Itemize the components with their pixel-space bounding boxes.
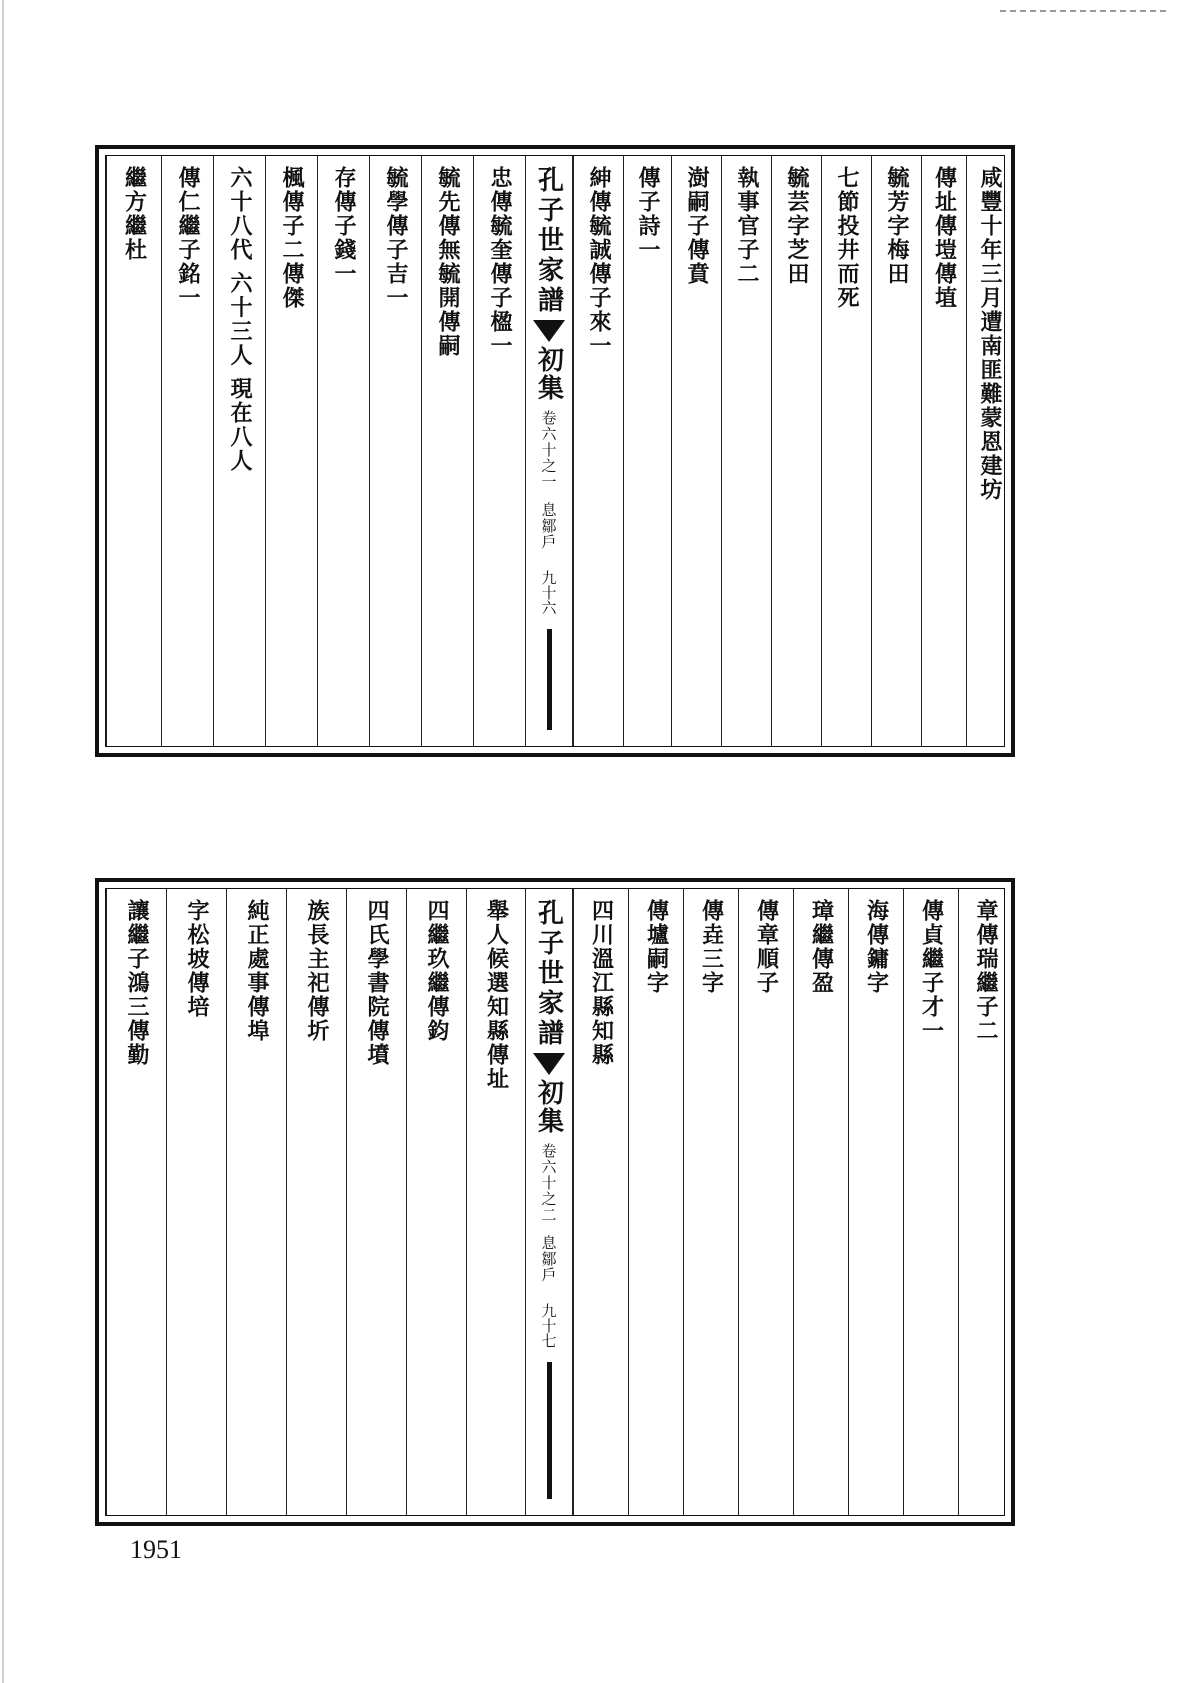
top-panel <box>95 145 1015 757</box>
top-spine-leaf: 九十六 <box>539 570 558 615</box>
top-right-col-5 <box>771 156 821 746</box>
top-panel-inner <box>105 155 1005 747</box>
top-spine-title: 孔子世家譜 <box>533 166 564 316</box>
top-right-col-1 <box>966 156 1012 746</box>
top-spine <box>525 156 573 746</box>
genealogy-entry-text: 毓芸字芝田 <box>784 166 811 286</box>
genealogy-entry-text: 章傳瑞繼子二 <box>973 899 1000 1043</box>
genealogy-entry-text: 毓芳字梅田 <box>884 166 911 286</box>
genealogy-entry-text: 字松坡傳培 <box>184 899 211 1019</box>
genealogy-entry-text: 傳址傳塏傳埴 <box>931 166 958 310</box>
genealogy-entry-text: 七節投井而死 <box>834 166 861 310</box>
top-right-col-8 <box>623 156 671 746</box>
top-spine-volume: 卷六十之一 <box>539 410 558 490</box>
genealogy-entry-text: 紳傳毓誠傳子來一 <box>586 166 613 358</box>
genealogy-entry-text: 毓先傳無毓開傳嗣 <box>435 166 462 358</box>
spine-bar <box>547 629 552 730</box>
genealogy-entry-text: 璋繼傳盈 <box>808 899 835 995</box>
bottom-panel-inner <box>105 888 1005 1516</box>
top-left-col-6 <box>213 156 265 746</box>
genealogy-entry-text: 存傳子錢一 <box>331 166 358 286</box>
genealogy-entry-text: 執事官子二 <box>734 166 761 286</box>
top-left-col-4 <box>317 156 369 746</box>
genealogy-entry-text: 四川溫江縣知縣 <box>588 899 615 1067</box>
bottom-spine <box>525 889 573 1515</box>
top-right-col-9 <box>573 156 623 746</box>
bottom-left-col-7 <box>106 889 166 1515</box>
bottom-right-col-8 <box>573 889 628 1515</box>
bottom-right-col-2 <box>903 889 958 1515</box>
top-right-col-4 <box>821 156 871 746</box>
spine-bar <box>547 1362 552 1499</box>
top-left-col-5 <box>265 156 317 746</box>
genealogy-entry-text: 傳子詩一 <box>635 166 662 262</box>
scan-left-edge <box>2 0 4 1683</box>
genealogy-entry-text: 繼方繼杜 <box>121 166 148 262</box>
bottom-left-col-5 <box>226 889 286 1515</box>
bottom-right-col-3 <box>848 889 903 1515</box>
genealogy-entry-text: 忠傳毓奎傳子楹一 <box>487 166 514 358</box>
genealogy-entry-text: 傳垚三字 <box>698 899 725 995</box>
genealogy-entry-text: 四繼玖繼傳鈞 <box>424 899 451 1043</box>
fish-tail-mark <box>533 1053 565 1075</box>
top-spine-household: 息鄒戶 <box>539 502 558 550</box>
top-left-col-8 <box>106 156 161 746</box>
genealogy-entry-text: 傳仁繼子銘一 <box>175 166 202 310</box>
bottom-spine-household: 息鄒戶 <box>539 1235 558 1283</box>
top-spine-collection: 初集 <box>533 346 564 402</box>
bottom-left-col-4 <box>286 889 346 1515</box>
top-right-col-3 <box>871 156 921 746</box>
genealogy-entry-text: 六十八代 六十三人 現在八人 <box>227 166 254 474</box>
bottom-right-col-1 <box>958 889 1012 1515</box>
genealogy-entry-text: 澍嗣子傳賁 <box>684 166 711 286</box>
bottom-left-col-3 <box>346 889 406 1515</box>
bottom-right-col-6 <box>683 889 738 1515</box>
genealogy-entry-text: 讓繼子鴻三傳勤 <box>124 899 151 1067</box>
bottom-right-col-5 <box>738 889 793 1515</box>
bottom-spine-title: 孔子世家譜 <box>533 899 564 1049</box>
top-left-col-3 <box>369 156 421 746</box>
genealogy-entry-text: 族長主祀傳圻 <box>304 899 331 1043</box>
bottom-left-col-2 <box>406 889 466 1515</box>
scan-header-mark <box>1000 10 1170 12</box>
top-left-col-1 <box>473 156 525 746</box>
bottom-right-col-4 <box>793 889 848 1515</box>
top-left-col-2 <box>421 156 473 746</box>
bottom-left-col-6 <box>166 889 226 1515</box>
fish-tail-mark <box>533 320 565 342</box>
bottom-spine-leaf: 九十七 <box>539 1303 558 1348</box>
bottom-left-col-1 <box>466 889 525 1515</box>
bottom-spine-volume: 卷六十之二 <box>539 1143 558 1223</box>
bottom-spine-collection: 初集 <box>533 1079 564 1135</box>
bottom-right-col-7 <box>628 889 683 1515</box>
genealogy-entry-text: 四氏學書院傳墳 <box>364 899 391 1067</box>
genealogy-entry-text: 舉人候選知縣傳址 <box>483 899 510 1091</box>
top-right-col-7 <box>671 156 721 746</box>
bottom-panel <box>95 878 1015 1526</box>
genealogy-entry-text: 傳貞繼子才一 <box>918 899 945 1043</box>
top-right-col-6 <box>721 156 771 746</box>
top-right-col-2 <box>921 156 966 746</box>
genealogy-entry-text: 海傳鏞字 <box>863 899 890 995</box>
genealogy-entry-text: 傳章順子 <box>753 899 780 995</box>
genealogy-entry-text: 純正處事傳埠 <box>244 899 271 1043</box>
genealogy-entry-text: 楓傳子二傳傑 <box>279 166 306 310</box>
genealogy-entry-text: 毓學傳子吉一 <box>383 166 410 310</box>
genealogy-entry-text: 傳壚嗣字 <box>643 899 670 995</box>
top-left-col-7 <box>161 156 213 746</box>
page-number: 1951 <box>130 1535 182 1564</box>
genealogy-entry-text: 咸豐十年三月遭南匪難蒙恩建坊 <box>977 166 1004 502</box>
